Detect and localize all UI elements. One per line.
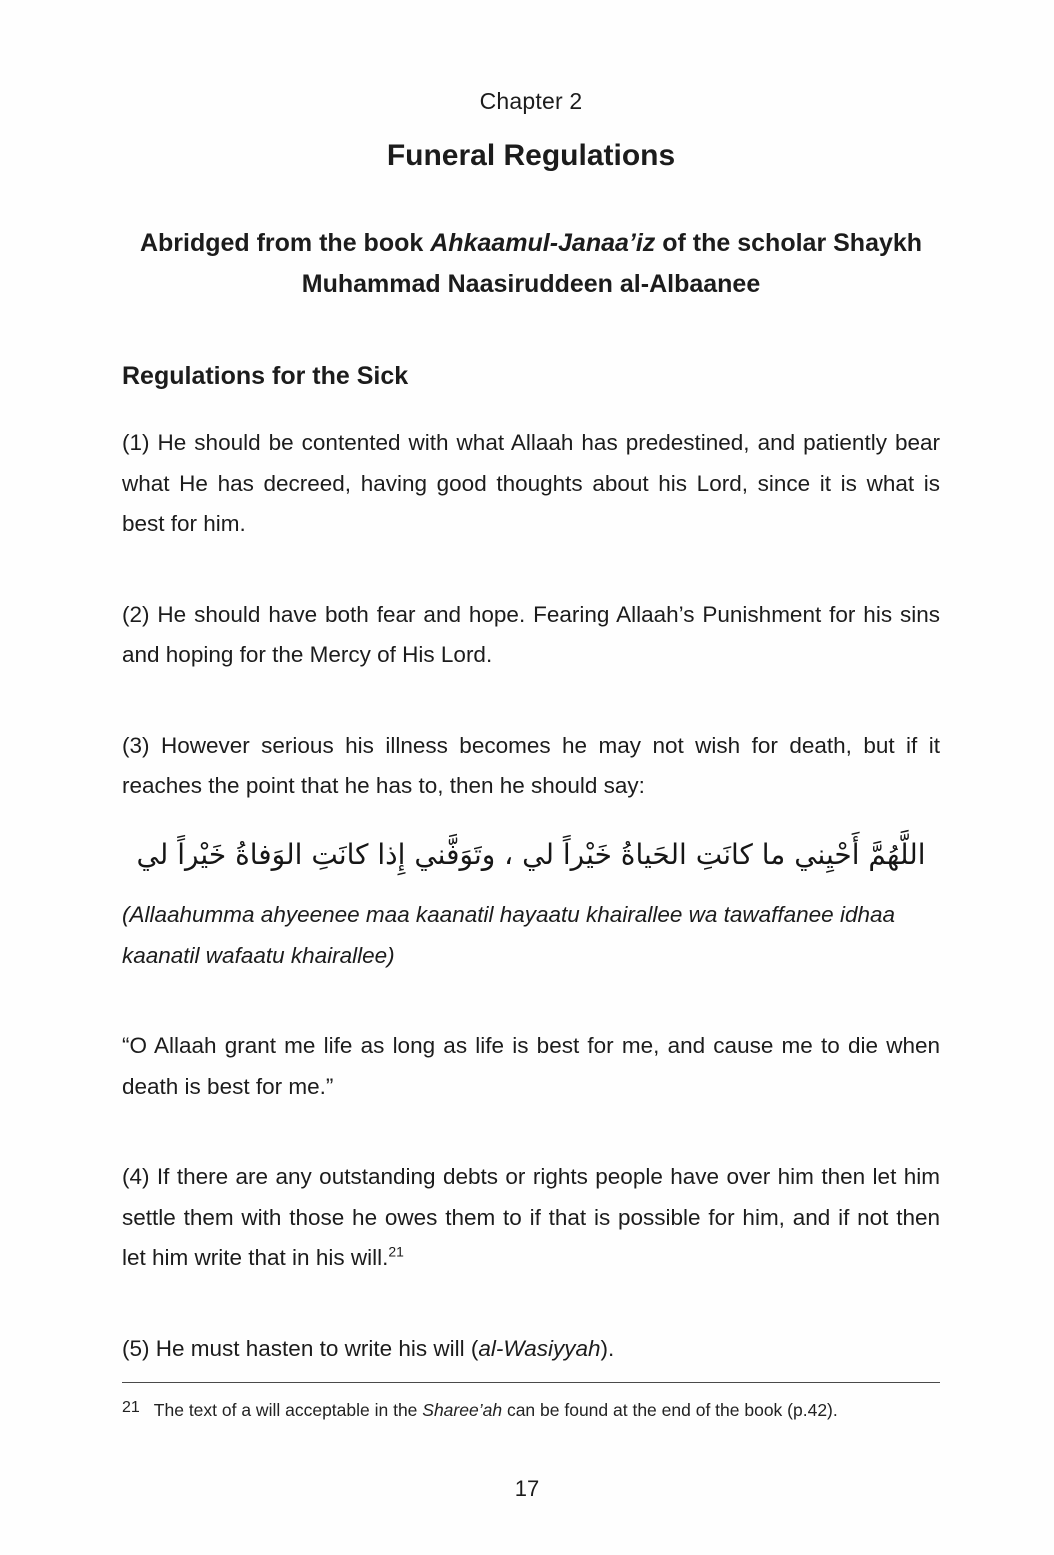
page-number: 17 xyxy=(514,1476,540,1501)
footnote-reference: 21 xyxy=(388,1243,404,1260)
paragraph-4-text: (4) If there are any outstanding debts or rights people have over him then let him settle them with those he owes them to if that is possible for him, and if not then let him write that in his will. xyxy=(122,1164,940,1271)
transliteration: (Allaahumma ahyeenee maa kaanatil hayaatu khairallee wa tawaffanee idhaa kaanatil wafaatu khairallee) xyxy=(122,902,895,968)
page-title: Funeral Regulations xyxy=(386,139,676,172)
paragraph-3: (3) However serious his illness becomes he may not wish for death, but if it reaches the point that he has to, then he should say: xyxy=(122,732,940,798)
paragraph-5 xyxy=(122,1329,940,1370)
footnote-text: The text of a will acceptable in the xyxy=(153,1400,423,1420)
footnote-area xyxy=(122,1382,940,1424)
footnote-divider xyxy=(122,1382,940,1383)
chapter-label: Chapter 2 xyxy=(479,88,583,114)
paragraph-5-text: (5) He must hasten to write his will ( xyxy=(122,1335,479,1361)
translation-quote: “O Allaah grant me life as long as life is best for me, and cause me to die when death is best for me.” xyxy=(122,1033,940,1099)
arabic-dua: اللَّهُمَّ أَحْيِني ما كانَتِ الحَياةُ خَيْراً لي ، وتَوَفَّني إِذا كانَتِ الوَفاةُ خَيْراً لي xyxy=(136,837,926,871)
section-heading: Regulations for the Sick xyxy=(122,362,409,390)
paragraph-5-text-end: ). xyxy=(600,1335,615,1361)
subtitle-text: of the scholar Shaykh Muhammad Naasiruddeen al-Albaanee xyxy=(301,229,923,298)
book-title-italic: Ahkaamul-Janaa’iz xyxy=(430,229,656,257)
footnote-text-end: can be found at the end of the book (p.42). xyxy=(502,1400,838,1420)
footnote-marker: 21 xyxy=(122,1399,140,1416)
paragraph-1: (1) He should be contented with what Allaah has predestined, and patiently bear what He has decreed, having good thoughts about his Lord, since it is what is best for him. xyxy=(122,430,940,536)
paragraph-4 xyxy=(122,1157,940,1279)
footnote xyxy=(122,1397,940,1424)
al-wasiyyah-italic: al-Wasiyyah xyxy=(478,1335,601,1361)
shareeah-italic: Sharee’ah xyxy=(422,1400,503,1420)
subtitle xyxy=(122,223,940,304)
paragraph-2: (2) He should have both fear and hope. Fearing Allaah’s Punishment for his sins and hoping for the Mercy of His Lord. xyxy=(122,601,940,667)
subtitle-text: Abridged from the book xyxy=(139,229,431,257)
